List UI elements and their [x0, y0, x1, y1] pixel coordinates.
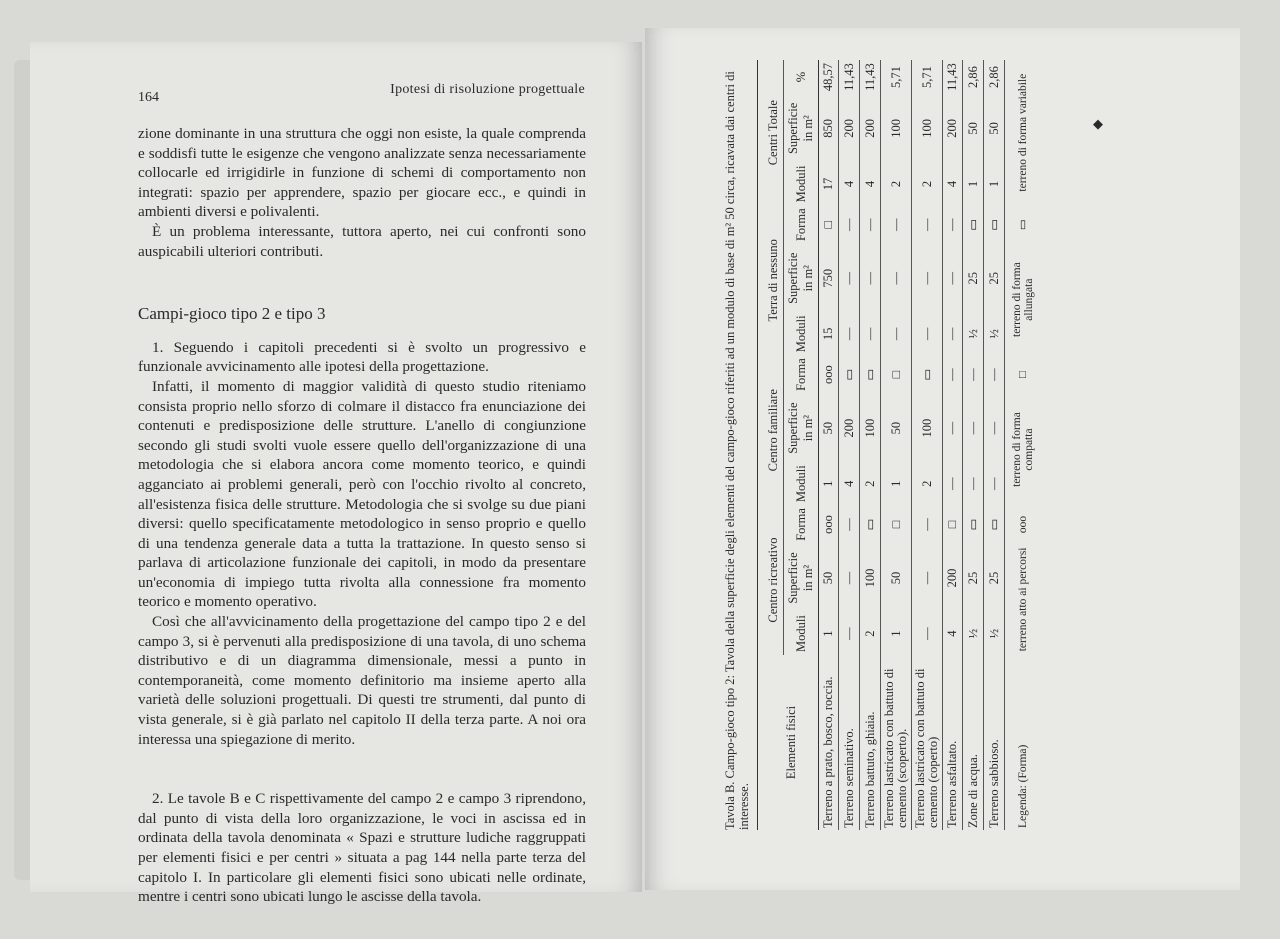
- table-cell: 15: [821, 327, 835, 341]
- table-cell: —: [919, 271, 934, 285]
- table-cell: 1: [986, 180, 1001, 188]
- legend-text: terreno di forma variabile: [1017, 73, 1029, 192]
- table-cell: 1: [821, 480, 835, 487]
- table-cell: 200: [862, 118, 877, 138]
- table-cell: □: [888, 370, 903, 379]
- table-cell: □: [888, 520, 903, 529]
- table-cell: —: [841, 271, 856, 285]
- element-name: Terreno asfaltato.: [945, 740, 959, 828]
- table-cell: 11,43: [841, 63, 856, 91]
- table-cell: 200: [841, 418, 856, 438]
- table-cell: ▭: [987, 518, 1001, 531]
- table-cell: 4: [841, 180, 856, 188]
- table-cell: —: [841, 571, 856, 585]
- table-cell: —: [862, 271, 877, 285]
- table-row: [860, 60, 881, 830]
- table-cell: —: [919, 627, 934, 640]
- element-name: Terreno sabbioso.: [986, 739, 1001, 828]
- paragraph: zione dominante in una struttura che oggi non esiste, la quale comprenda e soddisfi tutte le esigenze che vengono analizzate senza necessariamente collocarle ed irrigidirle in funzione di schemi di comportamento non integrati: spazio per apprendere, spazio per giocare ecc., e quindi in ambienti diversi e polivalenti.: [138, 125, 586, 221]
- table-cell: —: [919, 327, 934, 341]
- variable-form-symbol: ◆: [1093, 116, 1103, 131]
- subheader-forma: Forma: [784, 205, 819, 244]
- table-cell: —: [965, 477, 980, 490]
- table-row: [881, 60, 912, 830]
- table-cell: 2: [888, 180, 903, 188]
- table-cell: 50: [986, 122, 1001, 135]
- table-cell: —: [919, 518, 934, 531]
- subheader-moduli: Moduli: [784, 462, 819, 505]
- table-cell: ▭: [863, 518, 877, 531]
- table-cell: 5,71: [888, 66, 903, 89]
- table-row: [839, 60, 860, 830]
- table-cell: 100: [862, 418, 877, 438]
- table-cell: 1: [888, 480, 903, 487]
- table-cell: 25: [965, 571, 980, 585]
- table-cell: ▭: [842, 368, 856, 381]
- table-cell: —: [986, 368, 1001, 381]
- table-cell: 2: [919, 180, 934, 188]
- subheader-moduli: Moduli: [784, 612, 819, 655]
- table-cell: ▭: [987, 218, 1001, 231]
- table-cell: 100: [919, 118, 934, 138]
- group-header: Centro ricreativo: [766, 537, 780, 623]
- table-cell: 50: [888, 571, 903, 585]
- running-head: Ipotesi di risoluzione progettuale: [390, 82, 585, 97]
- table-cell: —: [888, 327, 903, 341]
- table-cell: —: [919, 218, 934, 231]
- table-cell: 1: [821, 630, 835, 637]
- table-row: [819, 60, 839, 830]
- table-cell: 17: [821, 177, 835, 191]
- table-cell: —: [945, 271, 959, 285]
- table-cell: —: [945, 477, 959, 490]
- paragraph: 1. Seguendo i capitoli precedenti si è svolto un progressivo e funzionale avvicinamento alle ipotesi della progettazione.: [138, 338, 586, 376]
- surface-table: [757, 60, 1037, 830]
- subheader-moduli: Moduli: [784, 163, 819, 206]
- subheader-pct: %: [784, 60, 819, 94]
- page-number: 164: [138, 90, 159, 105]
- table-row: [943, 60, 963, 830]
- table-cell: —: [841, 327, 856, 341]
- table-cell: 2: [862, 630, 877, 637]
- subheader-moduli: Moduli: [784, 312, 819, 355]
- legend-symbol: □: [1017, 371, 1029, 379]
- table-cell: 5,71: [919, 66, 934, 89]
- table-cell: —: [841, 218, 856, 231]
- subheader-forma: Forma: [784, 355, 819, 394]
- table-cell: 200: [841, 118, 856, 138]
- table-cell: —: [965, 368, 980, 381]
- left-page: [30, 42, 642, 906]
- element-name: Zone di acqua.: [965, 754, 980, 828]
- table-cell: □: [821, 220, 835, 229]
- table-cell: ▭: [966, 518, 980, 531]
- table-cell: 11,43: [945, 63, 959, 91]
- table-cell: 25: [965, 271, 980, 285]
- subheader-superficie: Superficie in m²: [784, 244, 819, 312]
- table-cell: 4: [841, 480, 856, 487]
- table-cell: ooo: [821, 515, 835, 534]
- table-cell: ▭: [863, 368, 877, 381]
- element-name: Terreno a prato, bosco, roccia.: [821, 676, 835, 828]
- legend-label: Legenda: (Forma): [1017, 744, 1029, 828]
- table-cell: 25: [986, 271, 1001, 285]
- table-cell: 750: [821, 268, 835, 288]
- legend-row: [1005, 60, 1038, 830]
- legend-symbol: ▭: [1017, 219, 1029, 231]
- subheader-forma: Forma: [784, 505, 819, 544]
- table-cell: ½: [986, 628, 1001, 639]
- table-cell: —: [945, 421, 959, 435]
- table-cell: —: [945, 327, 959, 341]
- table-cell: 50: [821, 571, 835, 585]
- table-cell: 2,86: [986, 66, 1001, 89]
- group-header: Centri Totale: [766, 100, 780, 166]
- table-cell: —: [986, 421, 1001, 435]
- table-cell: 2: [862, 480, 877, 487]
- element-name: Terreno seminativo.: [841, 728, 856, 828]
- table-cell: 50: [965, 122, 980, 135]
- table-cell: 100: [888, 118, 903, 138]
- group-header: Terra di nessuno: [766, 239, 780, 322]
- section-heading: Campi-gioco tipo 2 e tipo 3: [138, 304, 326, 324]
- table-cell: —: [945, 218, 959, 231]
- table-caption: Tavola B. Campo-gioco tipo 2: Tavola della superficie degli elementi del campo-gioco riferiti ad un modulo di base di m² 50 circa, ricavata dai centri di interesse.: [723, 71, 751, 830]
- table-cell: —: [986, 477, 1001, 490]
- table-cell: —: [945, 368, 959, 381]
- table-cell: 2: [919, 480, 934, 487]
- table-cell: 100: [862, 568, 877, 588]
- subheader-superficie: Superficie in m²: [784, 94, 819, 162]
- table-cell: 50: [888, 421, 903, 435]
- table-cell: ooo: [821, 365, 835, 384]
- table-cell: —: [965, 421, 980, 435]
- table-cell: 50: [821, 421, 835, 435]
- table-cell: 4: [945, 630, 959, 637]
- group-header: Centro familiare: [766, 389, 780, 472]
- paragraph: Così che all'avvicinamento della progettazione del campo tipo 2 e del campo 3, si è pervenuti alla predisposizione di una tavola, di uno schema distributivo e di un diagramma dimensionale, messi a punto in contemporaneità, come momento definitorio ma insieme aperto alla varietà delle soluzioni progettuali. Di questi tre strumenti, dal punto di vista generale, si è già parlato nel capitolo II della terza parte. A noi ora interessa una spiegazione di merito.: [138, 613, 586, 748]
- table-cell: —: [919, 571, 934, 585]
- table-cell: —: [841, 627, 856, 640]
- table-cell: 4: [945, 180, 959, 188]
- table-cell: 850: [821, 118, 835, 138]
- table-cell: 25: [986, 571, 1001, 585]
- subheader-superficie: Superficie in m²: [784, 394, 819, 462]
- table-cell: 1: [888, 630, 903, 637]
- legend-text: terreno atto ai percorsi: [1017, 547, 1029, 652]
- table-cell: ▭: [920, 368, 934, 381]
- table-cell: —: [888, 218, 903, 231]
- legend-text: terreno di forma allungata: [1011, 262, 1035, 337]
- legend-symbol: ooo: [1017, 515, 1029, 534]
- table-cell: ½: [986, 329, 1001, 339]
- table-row: [984, 60, 1005, 830]
- table-cell: □: [945, 520, 959, 529]
- table-cell: 1: [965, 180, 980, 188]
- table-cell: 11,43: [862, 63, 877, 91]
- element-name: Terreno battuto, ghiaia.: [862, 711, 877, 828]
- table-cell: 48,57: [821, 63, 835, 92]
- subheader-superficie: Superficie in m²: [784, 544, 819, 612]
- table-cell: ½: [965, 329, 980, 339]
- element-name: Terreno lastricato con battuto di cemento (scoperto).: [882, 668, 909, 828]
- table-row: [963, 60, 984, 830]
- table-cell: —: [862, 327, 877, 341]
- table-cell: —: [841, 518, 856, 531]
- table-cell: 100: [919, 418, 934, 438]
- paragraph: 2. Le tavole B e C rispettivamente del campo 2 e campo 3 riprendono, dal punto di vista della loro organizzazione, le voci in ascissa ed in ordinata della tavola denominata « Spazi e strutture ludiche raggruppati per elementi fisici e per centri » situata a pag 144 nella parte terza del capitolo I. In particolare gli elementi fisici sono ubicati nelle ordinate, mentre i centri sono ubicati lungo le ascisse della tavola.: [138, 790, 586, 906]
- table-cell: 4: [862, 180, 877, 188]
- legend-text: terreno di forma compatta: [1011, 412, 1035, 487]
- paragraph: Infatti, il momento di maggior validità di questo studio riteniamo consista proprio nello sforzo di colmare il distacco fra enunciazione dei contenuti e predisposizione delle strutture. L'anello di congiunzione secondo gli studi svolti vuole essere quello dell'organizzazione di una metodologia che si elabora ancora come momento teorico, e quindi agganciato ai problemi generali, però con l'occhio rivolto al concreto, all'esistenza fisica delle strutture. Metodologia che si svolge su due piani diversi: quello specificatamente metodologico in senso proprio e quello di una tendenza generale data a tutta la trattazione. In questo senso si parlava di articolazione funzionale dei capitoli, in modo da presentare un'economia di impiego tutta rivolta alla connessione fra momento teorico e momento operativo.: [138, 377, 586, 611]
- element-name: Terreno lastricato con battuto di cemento (coperto): [913, 668, 940, 828]
- table-cell: —: [862, 218, 877, 231]
- table-cell: ▭: [966, 218, 980, 231]
- table-cell: —: [888, 271, 903, 285]
- body-text: [138, 124, 586, 907]
- tavola-b: [723, 60, 1113, 830]
- table-row: [912, 60, 943, 830]
- header-elementi: Elementi fisici: [783, 705, 798, 780]
- table-cell: 2,86: [965, 66, 980, 89]
- table-cell: ½: [965, 628, 980, 639]
- table-cell: 200: [945, 568, 959, 588]
- paragraph: È un problema interessante, tuttora aperto, nei cui confronti sono auspicabili ulteriori contributi.: [138, 222, 586, 260]
- table-cell: 200: [945, 118, 959, 138]
